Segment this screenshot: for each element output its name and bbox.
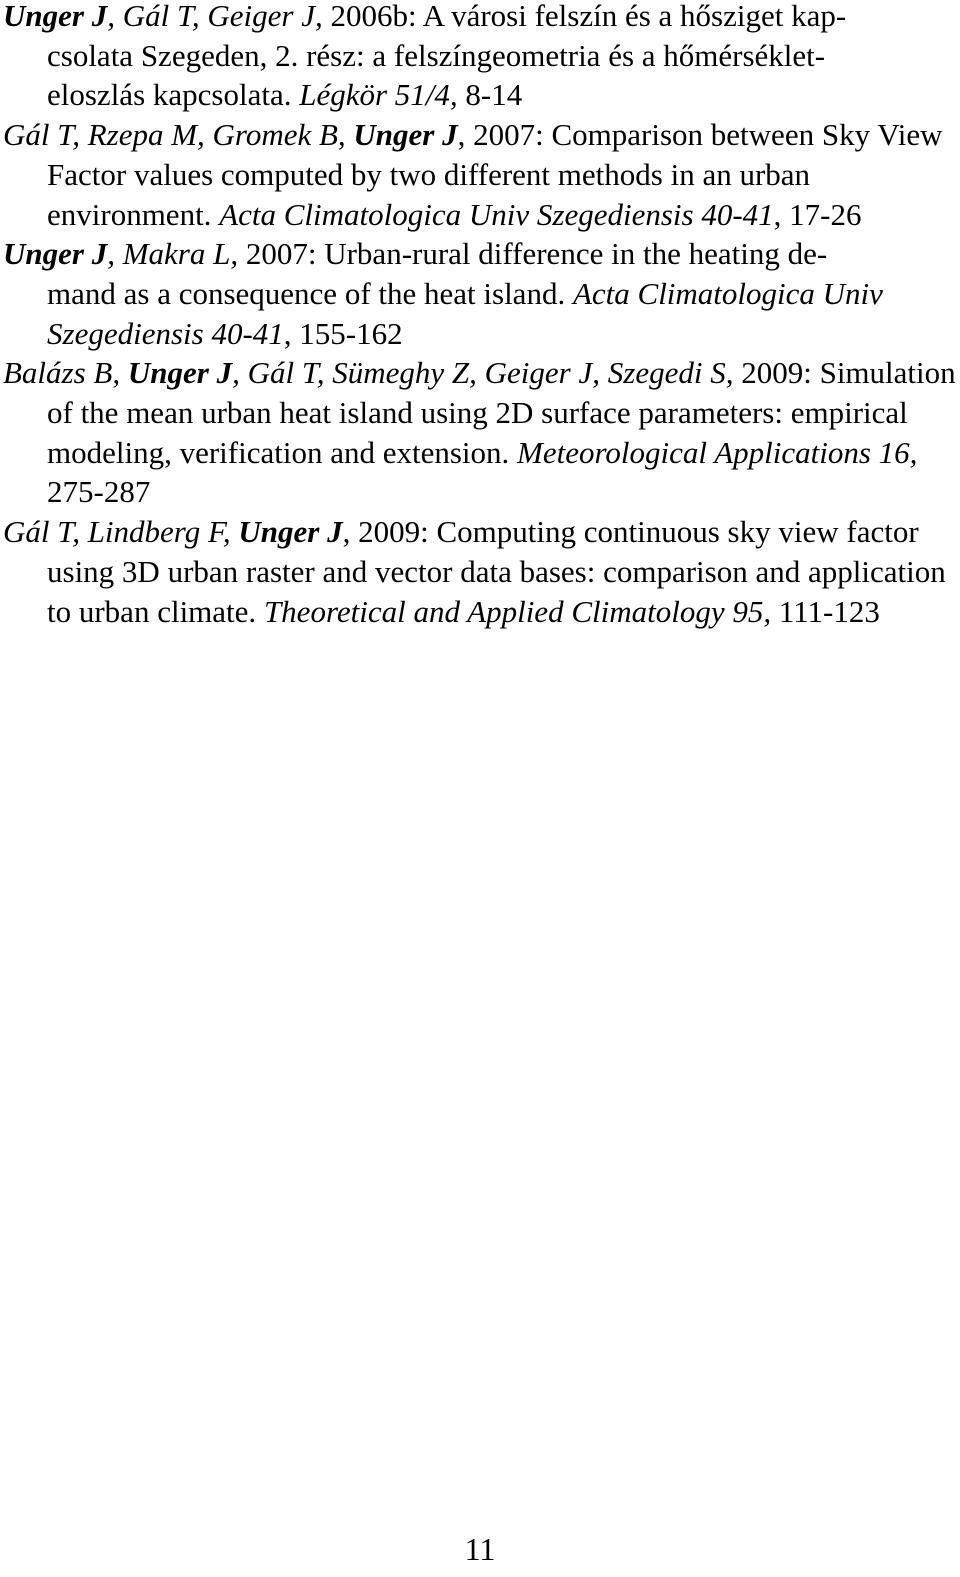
reference-journal: Légkör 51/4,: [299, 77, 458, 113]
reference-title-line: Urban-rural difference in the heating de-: [324, 236, 828, 272]
reference-authors: Gál T, Rzepa M, Gromek B,: [3, 117, 354, 153]
reference-entry: [3, 512, 958, 631]
reference-authors: , Gál T, Geiger J,: [107, 0, 323, 33]
reference-title: Comparison between Sky View Factor values computed by two different methods in an urban environment.: [47, 117, 943, 232]
reference-journal: Meteorological Applications 16,: [517, 434, 918, 470]
reference-year: 2007:: [238, 236, 325, 272]
reference-year: 2009:: [733, 355, 820, 391]
reference-title-line: mand as a consequence of the heat island.: [47, 275, 573, 311]
reference-entry: [3, 234, 958, 353]
reference-year: , 2007:: [457, 117, 552, 153]
reference-journal: Acta Climatologica Univ Szegediensis 40-41: [47, 275, 883, 351]
reference-pages: , 17-26: [773, 196, 862, 232]
reference-year: , 2009:: [342, 514, 437, 550]
reference-year: 2006b:: [322, 0, 423, 33]
reference-author-highlight: Unger J: [127, 355, 233, 391]
reference-entry: [3, 353, 958, 512]
reference-authors: , Makra L,: [107, 236, 239, 272]
reference-list: [3, 0, 958, 631]
reference-title: Computing continuous sky view factor using 3D urban raster and vector data bases: comparison and application to urban climate.: [47, 514, 946, 629]
reference-title-line: csolata Szegeden, 2. rész: a felszíngeometria és a hőmérséklet-: [47, 37, 826, 73]
reference-pages: , 155-162: [283, 315, 403, 351]
reference-entry: [3, 0, 958, 115]
reference-title-line: A városi felszín és a hősziget kap-: [422, 0, 847, 33]
reference-pages: 275-287: [47, 474, 151, 510]
reference-pages: 8-14: [457, 77, 523, 113]
reference-authors: , Gál T, Sümeghy Z, Geiger J, Szegedi S,: [232, 355, 734, 391]
reference-author-highlight: Unger J: [353, 117, 458, 153]
reference-title: Simulation of the mean urban heat island using 2D surface parameters: empirical modeling, verification and extension.: [47, 355, 956, 470]
reference-pages: 111-123: [771, 593, 880, 629]
reference-author-highlight: Unger J: [3, 236, 108, 272]
reference-journal: Theoretical and Applied Climatology 95,: [263, 593, 772, 629]
reference-authors: Balázs B,: [3, 355, 128, 391]
reference-author-highlight: Unger J: [238, 514, 343, 550]
page-number: 11: [464, 1531, 496, 1567]
reference-authors: Gál T, Lindberg F,: [3, 514, 239, 550]
reference-entry: [3, 115, 958, 234]
reference-author-highlight: Unger J: [3, 0, 108, 33]
reference-journal: Acta Climatologica Univ Szegediensis 40-41: [219, 196, 774, 232]
reference-title-line: eloszlás kapcsolata.: [47, 77, 300, 113]
